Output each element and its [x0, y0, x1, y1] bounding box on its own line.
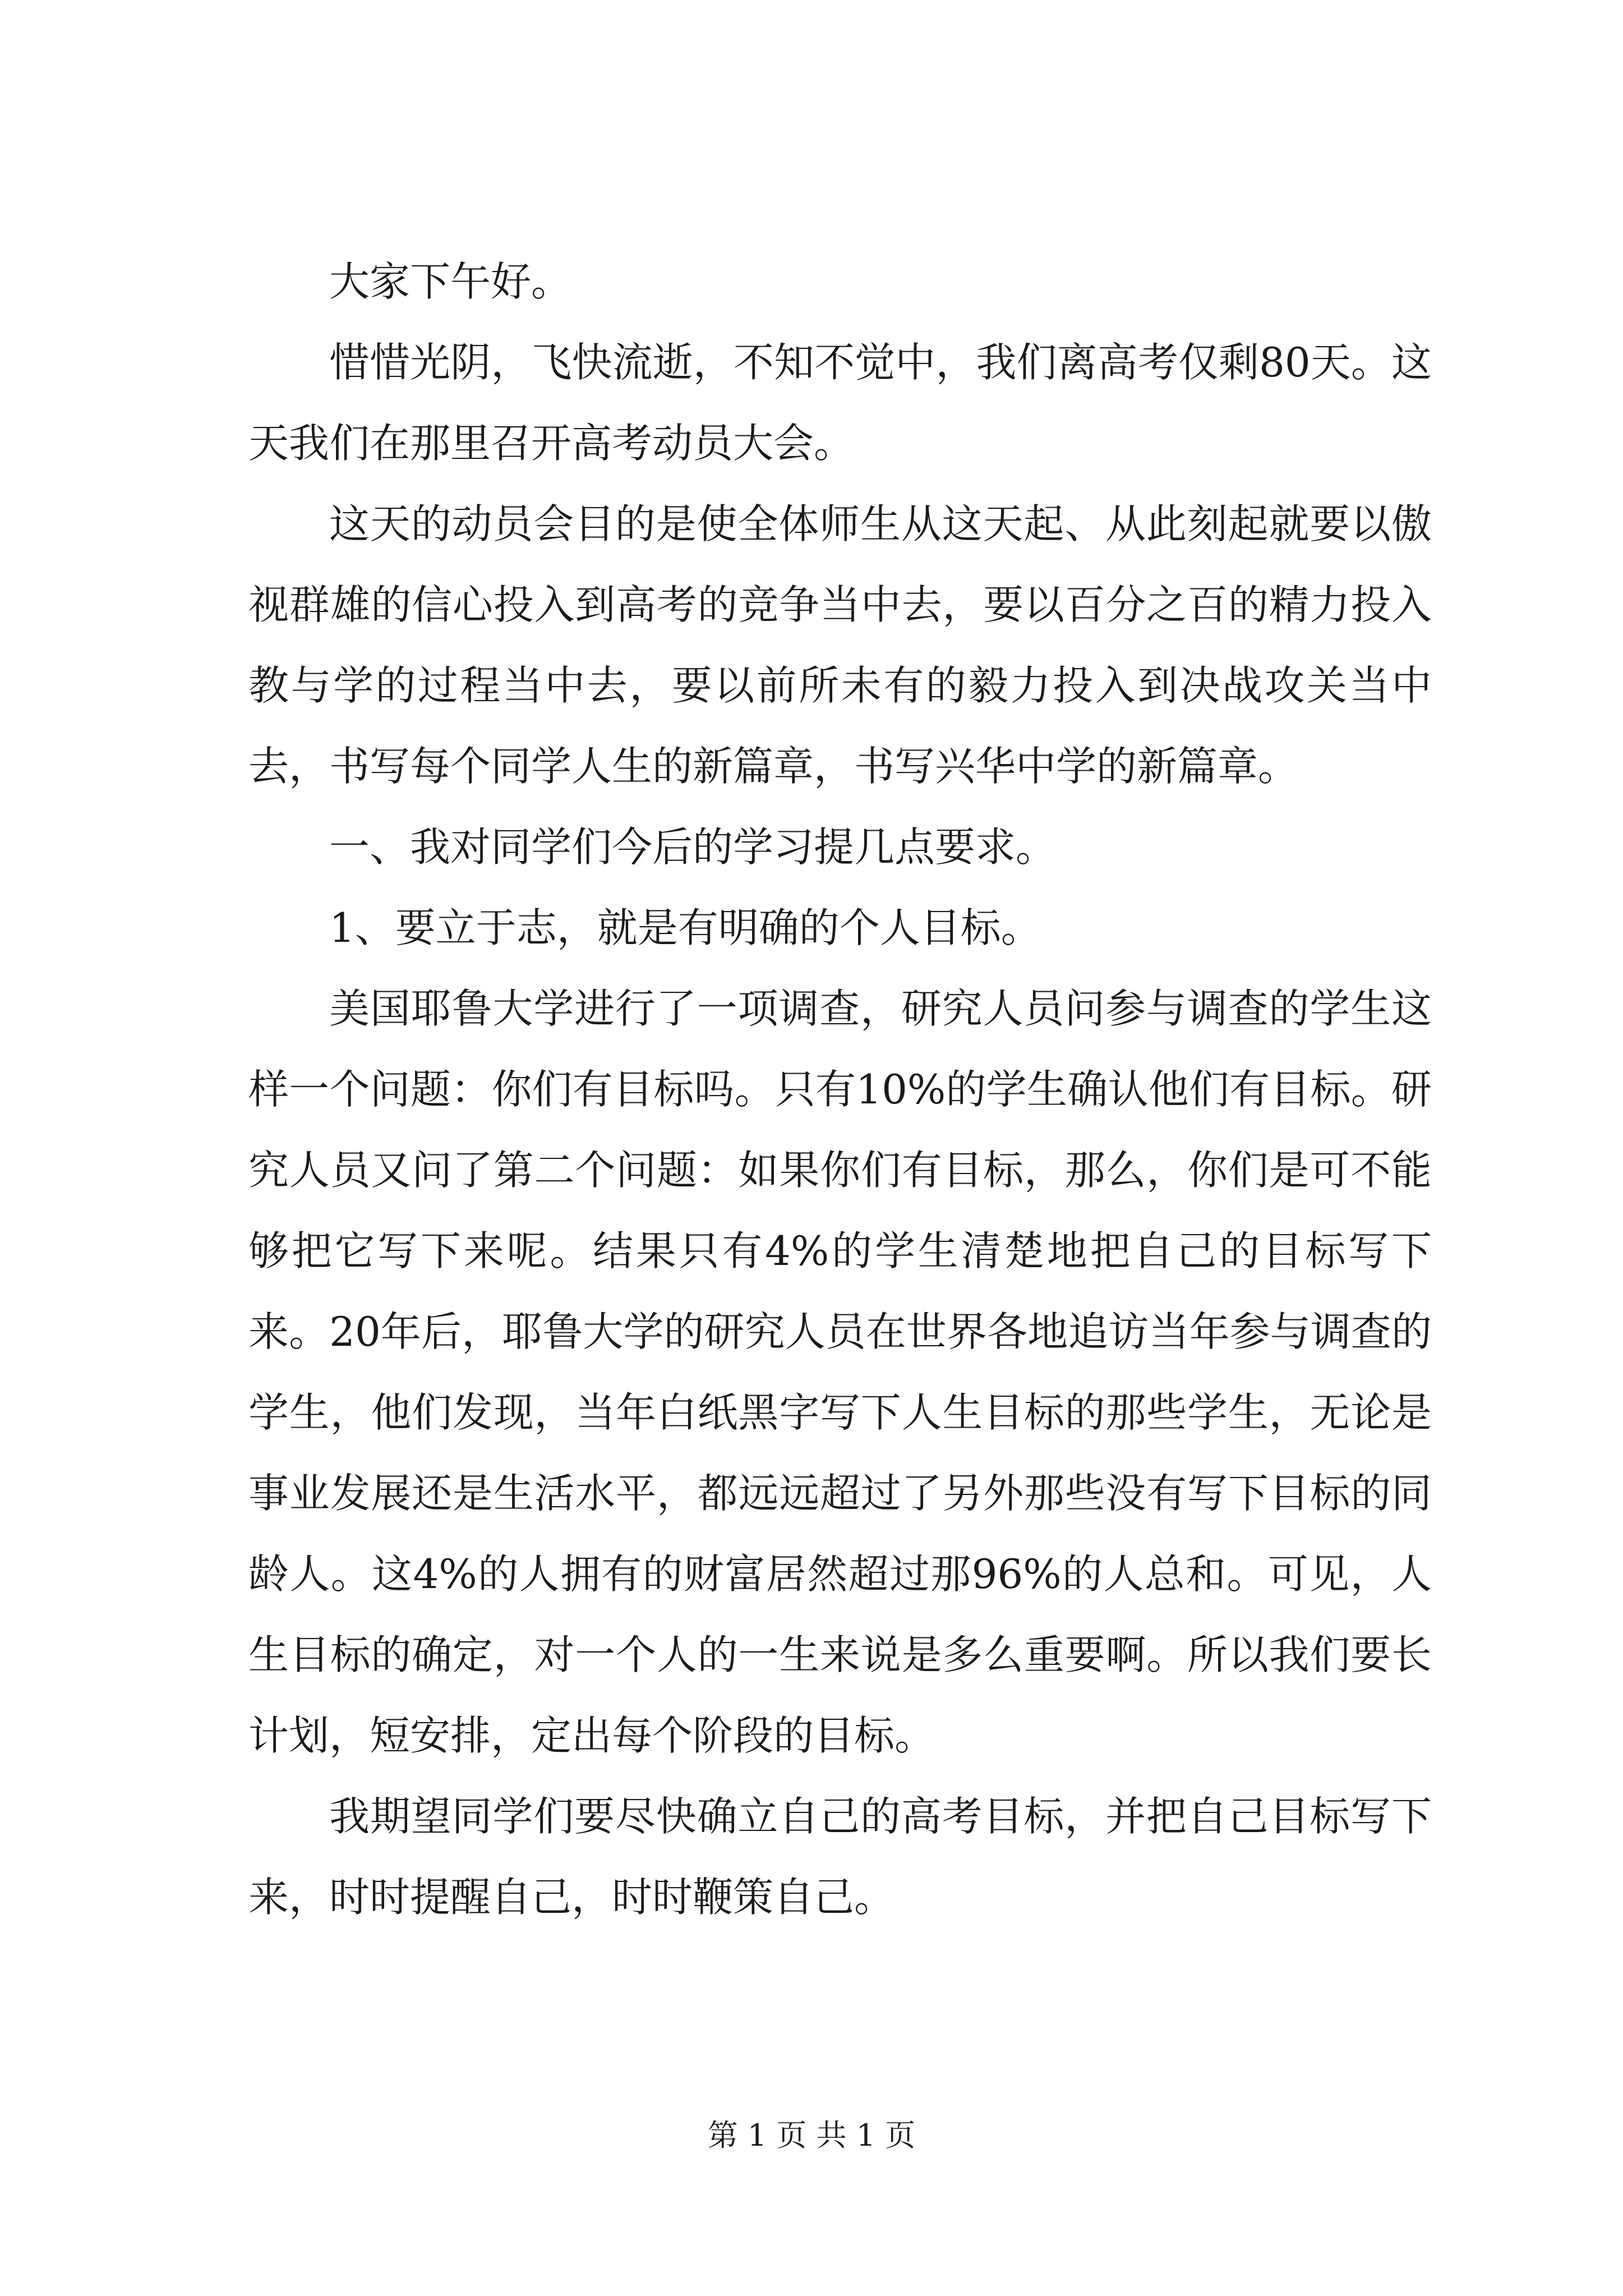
paragraph-expectation: 我期望同学们要尽快确立自己的高考目标，并把自己目标写下来，时时提醒自己，时时鞭策自己。 — [248, 1793, 1432, 1921]
paragraph-countdown: 惜惜光阴，飞快流逝，不知不觉中，我们离高考仅剩80天。这天我们在那里召开高考动员大会。 — [248, 339, 1432, 467]
paragraph-point-one: 1、要立于志，就是有明确的个人目标。 — [329, 904, 1041, 951]
page-footer — [0, 2116, 1623, 2155]
document-body — [248, 241, 1432, 1938]
paragraph-yale-study: 美国耶鲁大学进行了一项调查，研究人员问参与调查的学生这样一个问题：你们有目标吗。只有10%的学生确认他们有目标。研究人员又问了第二个问题：如果你们有目标，那么，你们是可不能够把它写下来呢。结果只有4%的学生清楚地把自己的目标写下来。20年后，耶鲁大学的研究人员在世界各地追访当年参与调查的学生，他们发现，当年白纸黑字写下人生目标的那些学生，无论是事业发展还是生活水平，都远远超过了另外那些没有写下目标的同龄人。这4%的人拥有的财富居然超过那96%的人总和。可见，人生目标的确定，对一个人的一生来说是多么重要啊。所以我们要长计划，短安排，定出每个阶段的目标。 — [248, 985, 1432, 1759]
paragraph-section-heading: 一、我对同学们今后的学习提几点要求。 — [329, 823, 1057, 871]
paragraph-greeting: 大家下午好。 — [329, 258, 572, 305]
page-number-label: 第 1 页 共 1 页 — [707, 2118, 916, 2153]
paragraph-purpose: 这天的动员会目的是使全体师生从这天起、从此刻起就要以傲视群雄的信心投入到高考的竞争当中去，要以百分之百的精力投入教与学的过程当中去，要以前所未有的毅力投入到决战攻关当中去，书写每个同学人生的新篇章，书写兴华中学的新篇章。 — [248, 500, 1432, 790]
